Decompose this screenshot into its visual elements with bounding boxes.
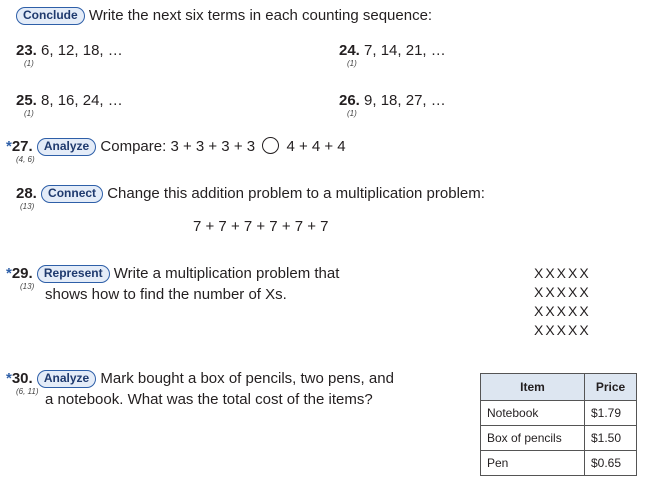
price-cell: $1.79 <box>585 401 637 426</box>
compare-left-expression: 3 + 3 + 3 + 3 <box>170 138 256 155</box>
price-cell: $1.50 <box>585 426 637 451</box>
problem-29 <box>6 264 339 283</box>
price-cell: $0.65 <box>585 451 637 476</box>
table-row <box>481 426 637 451</box>
item-cell: Notebook <box>481 401 585 426</box>
star-marker: * <box>6 370 12 387</box>
item-cell: Pen <box>481 451 585 476</box>
sequence-text: 9, 18, 27, … <box>364 92 446 109</box>
lesson-ref: (1) <box>24 59 34 68</box>
x-row: XXXXX <box>534 284 591 300</box>
x-grid <box>534 264 591 340</box>
x-row: XXXXX <box>534 303 591 319</box>
addition-expression: 7 + 7 + 7 + 7 + 7 + 7 <box>193 218 329 235</box>
lesson-ref: (13) <box>20 282 35 291</box>
x-row: XXXXX <box>534 265 591 281</box>
item-header: Item <box>481 374 585 401</box>
sequence-text: 6, 12, 18, … <box>41 42 123 59</box>
problem-text-line2: shows how to find the number of Xs. <box>45 286 287 303</box>
problem-text-line2: a notebook. What was the total cost of the items? <box>45 391 373 408</box>
problem-25 <box>16 91 123 110</box>
lesson-ref: (13) <box>20 202 35 211</box>
analyze-badge: Analyze <box>37 370 96 388</box>
connect-badge: Connect <box>41 185 103 203</box>
problem-23 <box>16 41 123 60</box>
comparison-circle <box>262 137 279 154</box>
problem-text-line1: Mark bought a box of pencils, two pens, and <box>100 370 394 387</box>
price-header: Price <box>585 374 637 401</box>
lesson-ref: (4, 6) <box>16 155 35 164</box>
problem-28 <box>16 184 485 203</box>
lesson-ref: (1) <box>24 109 34 118</box>
sequence-text: 8, 16, 24, … <box>41 92 123 109</box>
analyze-badge: Analyze <box>37 138 96 156</box>
problem-number: 28. <box>16 185 37 202</box>
problem-number: 27. <box>11 138 33 155</box>
lesson-ref: (1) <box>347 59 357 68</box>
problem-24 <box>339 41 446 60</box>
conclude-badge: Conclude <box>16 7 85 25</box>
problem-number: 29. <box>11 265 33 282</box>
lesson-ref: (1) <box>347 109 357 118</box>
lesson-ref: (6, 11) <box>16 387 39 396</box>
represent-badge: Represent <box>37 265 110 283</box>
problem-number: 30. <box>11 370 33 387</box>
problem-number: 26. <box>339 92 360 109</box>
problem-text: Change this addition problem to a multiplication problem: <box>107 185 485 202</box>
problem-number: 24. <box>339 42 360 59</box>
sequence-text: 7, 14, 21, … <box>364 42 446 59</box>
table-row <box>481 401 637 426</box>
table-row <box>481 451 637 476</box>
item-cell: Box of pencils <box>481 426 585 451</box>
x-row: XXXXX <box>534 322 591 338</box>
problem-number: 23. <box>16 42 37 59</box>
problem-number: 25. <box>16 92 37 109</box>
compare-label: Compare: <box>100 138 167 155</box>
problem-26 <box>339 91 446 110</box>
instructions-line <box>16 6 432 25</box>
star-marker: * <box>6 138 12 155</box>
problem-text-line1: Write a multiplication problem that <box>113 265 340 282</box>
compare-right-expression: 4 + 4 + 4 <box>286 138 346 155</box>
problem-27 <box>6 137 346 156</box>
star-marker: * <box>6 265 12 282</box>
problem-30 <box>6 369 394 388</box>
instructions-text: Write the next six terms in each counting sequence: <box>88 7 433 24</box>
price-table <box>480 373 637 476</box>
